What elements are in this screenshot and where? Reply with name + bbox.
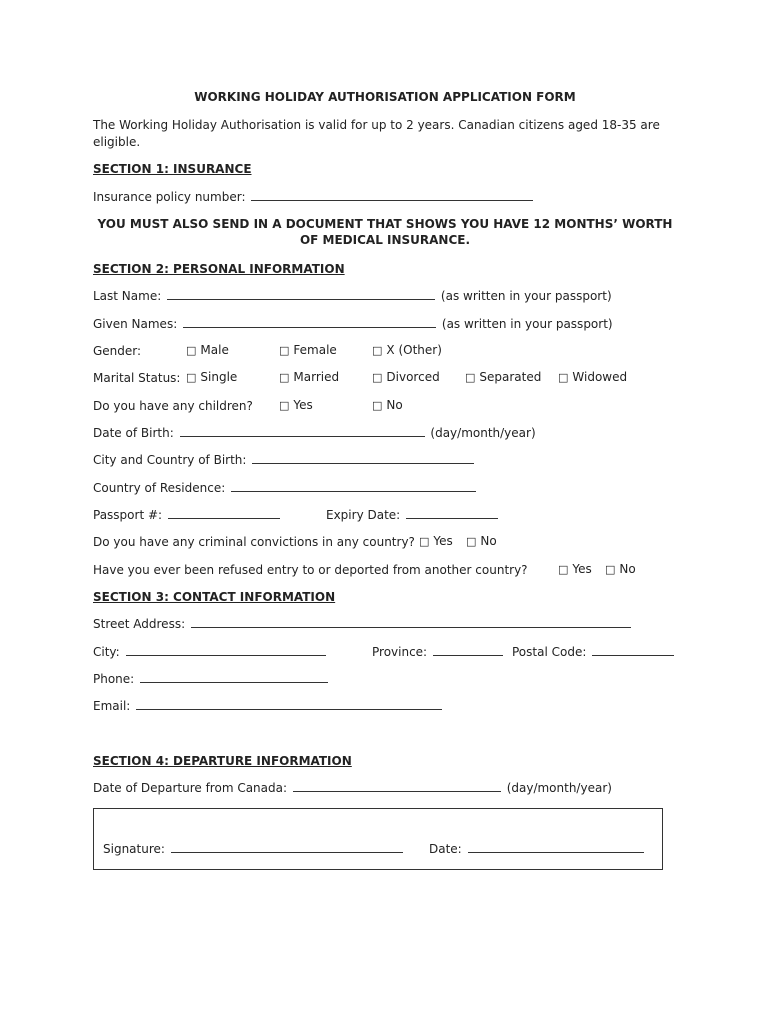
section-4-heading: SECTION 4: DEPARTURE INFORMATION (93, 754, 352, 768)
checkbox-icon: □ (279, 399, 290, 412)
refused-option-yes[interactable] (558, 562, 592, 576)
option-label: Single (200, 370, 238, 384)
checkbox-icon: □ (186, 344, 197, 357)
criminal-option-no[interactable] (466, 534, 497, 548)
option-label: Widowed (572, 370, 628, 384)
departure-label: Date of Departure from Canada: (93, 781, 288, 795)
given-names-hint: (as written in your passport) (441, 317, 613, 331)
option-label: Male (200, 343, 229, 357)
birthplace-field[interactable] (252, 452, 474, 464)
children-option-no[interactable] (372, 398, 403, 412)
option-label: Separated (479, 370, 542, 384)
option-label: Yes (293, 398, 313, 412)
given-names-label: Given Names: (93, 317, 178, 331)
birthplace-row (93, 452, 476, 468)
checkbox-icon: □ (372, 344, 383, 357)
date-of-birth-row (93, 425, 536, 441)
option-label: No (386, 398, 403, 412)
checkbox-icon: □ (279, 344, 290, 357)
checkbox-icon: □ (279, 371, 290, 384)
street-address-field[interactable] (191, 616, 631, 628)
marital-option-single[interactable] (186, 370, 237, 384)
last-name-hint: (as written in your passport) (440, 289, 612, 303)
passport-label: Passport #: (93, 508, 163, 522)
signature-field[interactable] (171, 841, 403, 853)
checkbox-icon: □ (558, 371, 569, 384)
checkbox-icon: □ (419, 535, 430, 548)
signature-date-row (429, 841, 646, 857)
signature-date-field[interactable] (468, 841, 644, 853)
province-row (372, 644, 505, 659)
departure-field[interactable] (293, 780, 501, 792)
given-names-row (93, 316, 613, 332)
city-label: City: (93, 645, 120, 659)
passport-field[interactable] (168, 507, 280, 519)
checkbox-icon: □ (465, 371, 476, 384)
date-of-birth-field[interactable] (180, 425, 425, 437)
marital-option-widowed[interactable] (558, 370, 627, 384)
checkbox-icon: □ (605, 563, 616, 576)
option-label: No (619, 562, 636, 576)
expiry-date-label: Expiry Date: (326, 508, 401, 522)
gender-option-male[interactable] (186, 343, 229, 357)
insurance-notice: YOU MUST ALSO SEND IN A DOCUMENT THAT SHOWS YOU HAVE 12 MONTHS’ WORTH OF MEDICAL INSURANCE. (97, 217, 673, 247)
marital-option-separated[interactable] (465, 370, 541, 384)
residence-label: Country of Residence: (93, 481, 226, 495)
checkbox-icon: □ (186, 371, 197, 384)
criminal-question: Do you have any criminal convictions in any country? (93, 535, 415, 549)
last-name-row (93, 288, 612, 304)
birthplace-label: City and Country of Birth: (93, 453, 247, 467)
phone-field[interactable] (140, 671, 328, 683)
insurance-policy-field[interactable] (251, 189, 533, 201)
last-name-label: Last Name: (93, 289, 162, 303)
last-name-field[interactable] (167, 288, 435, 300)
phone-row (93, 671, 330, 687)
postal-code-row (512, 644, 676, 659)
intro-line-2: eligible. (93, 135, 141, 149)
option-label: Yes (572, 562, 592, 576)
children-option-yes[interactable] (279, 398, 313, 412)
expiry-date-row (326, 507, 500, 522)
departure-row (93, 780, 612, 796)
insurance-policy-row (93, 189, 535, 205)
checkbox-icon: □ (466, 535, 477, 548)
checkbox-icon: □ (372, 371, 383, 384)
option-label: Divorced (386, 370, 440, 384)
option-label: Female (293, 343, 337, 357)
gender-option-other[interactable] (372, 343, 442, 357)
expiry-date-field[interactable] (406, 507, 498, 519)
option-label: Yes (433, 534, 453, 548)
signature-box (93, 808, 663, 870)
criminal-option-yes[interactable] (419, 534, 453, 548)
city-field[interactable] (126, 644, 326, 656)
marital-option-married[interactable] (279, 370, 339, 384)
checkbox-icon: □ (372, 399, 383, 412)
departure-hint: (day/month/year) (506, 781, 612, 795)
marital-option-divorced[interactable] (372, 370, 440, 384)
section-1-heading: SECTION 1: INSURANCE (93, 162, 252, 176)
section-2-heading: SECTION 2: PERSONAL INFORMATION (93, 262, 345, 276)
postal-code-label: Postal Code: (512, 645, 587, 659)
refused-option-no[interactable] (605, 562, 636, 576)
phone-label: Phone: (93, 672, 135, 686)
date-of-birth-label: Date of Birth: (93, 426, 174, 440)
residence-field[interactable] (231, 480, 476, 492)
option-label: No (480, 534, 497, 548)
refused-question: Have you ever been refused entry to or deported from another country? (93, 563, 528, 577)
checkbox-icon: □ (558, 563, 569, 576)
gender-option-female[interactable] (279, 343, 337, 357)
email-field[interactable] (136, 698, 442, 710)
passport-row (93, 507, 282, 523)
option-label: X (Other) (386, 343, 442, 357)
residence-row (93, 480, 478, 496)
section-3-heading: SECTION 3: CONTACT INFORMATION (93, 590, 336, 604)
province-label: Province: (372, 645, 428, 659)
marital-status-label: Marital Status: (93, 371, 181, 385)
street-address-row (93, 616, 633, 632)
date-of-birth-hint: (day/month/year) (430, 426, 536, 440)
option-label: Married (293, 370, 340, 384)
insurance-policy-label: Insurance policy number: (93, 190, 246, 204)
signature-row (103, 841, 405, 857)
form-title: WORKING HOLIDAY AUTHORISATION APPLICATION FORM (194, 90, 576, 104)
given-names-field[interactable] (183, 316, 436, 328)
email-row (93, 698, 444, 714)
email-label: Email: (93, 699, 131, 713)
signature-label: Signature: (103, 842, 165, 856)
intro-line-1: The Working Holiday Authorisation is valid for up to 2 years. Canadian citizens aged 18-35 are (93, 118, 660, 132)
gender-label: Gender: (93, 344, 142, 358)
signature-date-label: Date: (429, 842, 462, 856)
children-question: Do you have any children? (93, 399, 253, 413)
street-address-label: Street Address: (93, 617, 186, 631)
province-field[interactable] (433, 644, 503, 656)
city-row (93, 644, 328, 660)
postal-code-field[interactable] (592, 644, 674, 656)
